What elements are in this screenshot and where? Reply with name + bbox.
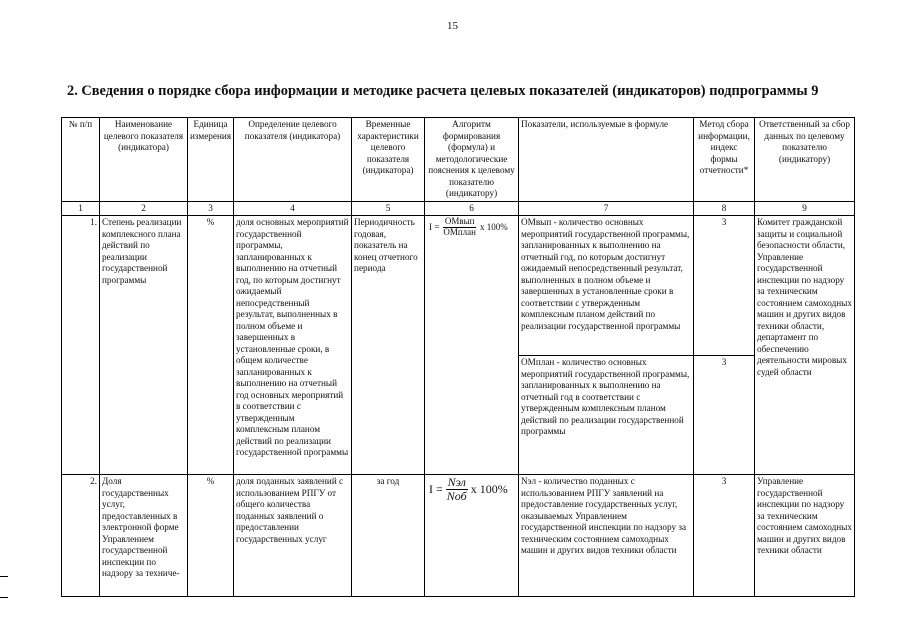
col-header-algorithm: Алгоритм формирования (формула) и методологические пояснения к целевому показателю (индикатору) bbox=[425, 118, 519, 202]
indicator-name: Степень реализации комплексного плана действий по реализации государственной программы bbox=[100, 216, 188, 475]
margin-tick bbox=[0, 576, 8, 577]
col-header-unit: Единица измерения bbox=[188, 118, 234, 202]
formula-lhs: I = bbox=[429, 482, 443, 497]
indicator-formula bbox=[425, 216, 519, 475]
formula-variable: ОМвып - количество основных мероприятий государственной программы, запланированных к выполнению на отчетный год, по которым достигнут ожидаемый непосредственный результат, выполненных в полном объеме и завершенных в установленные сроки в соответствии с утвержденным комплексным планом действий по реализации государственной программы bbox=[519, 216, 694, 356]
indicator-name: Доля государственных услуг, предоставленных в электронной форме Управлением государственной инспекции по надзору за техниче- bbox=[100, 475, 188, 597]
indicator-unit: % bbox=[188, 475, 234, 597]
indicator-timing: за год bbox=[352, 475, 425, 597]
responsible-body: Управление государственной инспекции по надзору за техническим состоянием самоходных машин и других видов техники области bbox=[755, 475, 855, 597]
page-number: 15 bbox=[447, 20, 458, 32]
column-number-row bbox=[62, 201, 855, 216]
col-number: 8 bbox=[694, 201, 755, 216]
col-header-name: Наименование целевого показателя (индикатора) bbox=[100, 118, 188, 202]
col-number: 4 bbox=[234, 201, 352, 216]
col-number: 6 bbox=[425, 201, 519, 216]
formula-denominator: ОМплан bbox=[443, 226, 476, 237]
formula-rhs: х 100% bbox=[470, 482, 508, 497]
col-number: 5 bbox=[352, 201, 425, 216]
formula-denominator: Nоб bbox=[446, 489, 467, 504]
collection-method: 3 bbox=[694, 216, 755, 356]
col-header-definition: Определение целевого показателя (индикатора) bbox=[234, 118, 352, 202]
formula-rhs: х 100% bbox=[479, 221, 508, 232]
margin-tick bbox=[0, 597, 8, 598]
formula bbox=[427, 217, 516, 238]
responsible-body: Комитет гражданской защиты и социальной безопасности области, Управление государственной инспекции по надзору за техническим состоянием самоходных машин и других видов техники области, департамент по обеспечению деятельности мировых судей области bbox=[755, 216, 855, 475]
table-row bbox=[62, 216, 855, 356]
formula bbox=[427, 476, 516, 503]
collection-method: 3 bbox=[694, 356, 755, 475]
formula-variable: ОМплан - количество основных мероприятий государственной программы, запланированных к выполнению на отчетный год в соответствии с утвержденным комплексным планом действий по реализации государственной программы bbox=[519, 356, 694, 475]
col-header-method: Метод сбора информации, индекс формы отчетности* bbox=[694, 118, 755, 202]
formula-fraction bbox=[441, 217, 478, 238]
table-row bbox=[62, 475, 855, 597]
row-number: 2. bbox=[62, 475, 100, 597]
formula-lhs: I = bbox=[429, 221, 440, 232]
col-number: 1 bbox=[62, 201, 100, 216]
indicator-unit: % bbox=[188, 216, 234, 475]
formula-fraction bbox=[445, 476, 469, 503]
col-header-num: № п/п bbox=[62, 118, 100, 202]
col-header-indicators: Показатели, используемые в формуле bbox=[519, 118, 694, 202]
col-number: 9 bbox=[755, 201, 855, 216]
collection-method: 3 bbox=[694, 475, 755, 597]
row-number: 1. bbox=[62, 216, 100, 475]
formula-numerator: Nэл bbox=[447, 475, 466, 489]
indicator-timing: Периодичность годовая, показатель на конец отчетного периода bbox=[352, 216, 425, 475]
col-number: 3 bbox=[188, 201, 234, 216]
formula-numerator: ОМвып bbox=[444, 216, 475, 226]
col-header-timing: Временные характеристики целевого показателя (индикатора) bbox=[352, 118, 425, 202]
indicator-definition: доля поданных заявлений с использованием РПГУ от общего количества поданных заявлений о предоставлении государственных услуг bbox=[234, 475, 352, 597]
indicators-table bbox=[61, 117, 855, 597]
formula-variable: Nэл - количество поданных с использованием РПГУ заявлений на предоставление государственных услуг, оказываемых Управлением государственной инспекции по надзору за техническим состоянием самоходных машин и других видов техники области bbox=[519, 475, 694, 597]
col-number: 7 bbox=[519, 201, 694, 216]
indicator-definition: доля основных мероприятий государственной программы, запланированных к выполнению на отчетный год, по которым достигнут ожидаемый непосредственный результат, выполненных в полном объеме и завершенных в установленные сроки, в общем количестве запланированных к выполнению на отчетный год основных мероприятий в соответствии с утвержденным комплексным планом действий по реализации государственной программы bbox=[234, 216, 352, 475]
col-number: 2 bbox=[100, 201, 188, 216]
col-header-responsible: Ответственный за сбор данных по целевому показателю (индикатору) bbox=[755, 118, 855, 202]
section-heading: 2. Сведения о порядке сбора информации и методике расчета целевых показателей (индикаторов) подпрограммы 9 bbox=[67, 83, 819, 99]
indicator-formula bbox=[425, 475, 519, 597]
header-row bbox=[62, 118, 855, 202]
